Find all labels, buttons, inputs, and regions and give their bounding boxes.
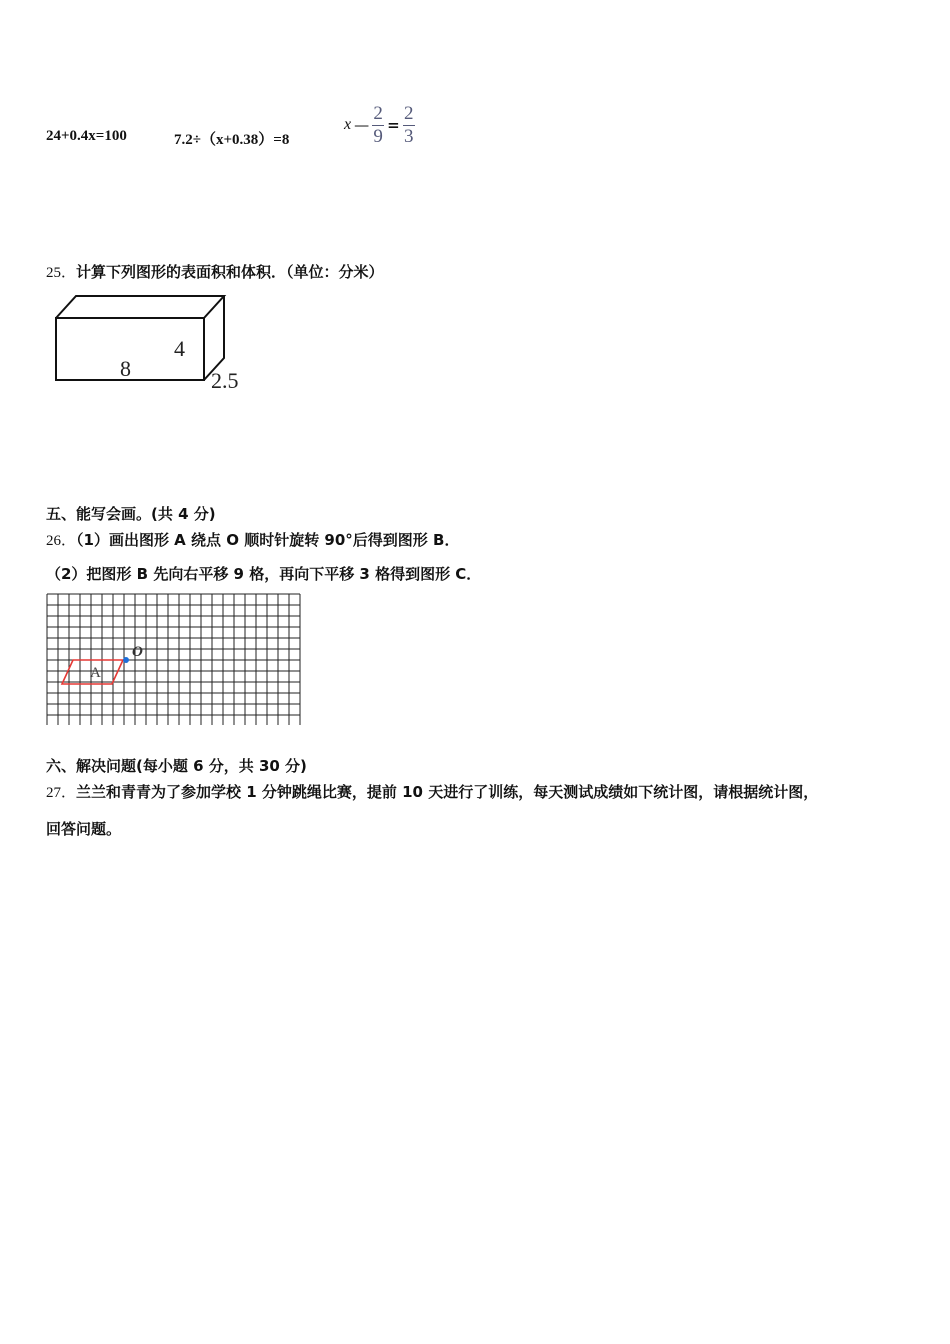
cuboid-width-label: 2.5	[211, 368, 239, 393]
question-25-number: 25．	[46, 265, 77, 281]
question-27-text: 兰兰和青青为了参加学校 1 分钟跳绳比赛，提前 10 天进行了训练，每天测试成绩如下统计图，请根据统计图，	[76, 783, 819, 801]
equation-1: 24+0.4x=100	[46, 128, 127, 144]
question-26-part-1	[46, 529, 459, 550]
section-5-title: 五、能写会画。(共 4 分)	[46, 505, 216, 523]
equation-2: 7.2÷（x+0.38）=8	[174, 132, 290, 148]
equation-3-variable: x	[344, 116, 352, 133]
question-25-text: 计算下列图形的表面积和体积．（单位：分米）	[76, 263, 384, 281]
point-o-label: O	[132, 644, 143, 660]
question-26-number: 26．	[46, 533, 77, 549]
fraction-two-thirds	[403, 104, 415, 147]
point-o	[123, 657, 129, 663]
cuboid-height-label: 4	[174, 336, 185, 361]
equation-3-equals: =	[387, 116, 400, 134]
cuboid-figure	[46, 290, 256, 400]
shape-a-label: A	[90, 665, 101, 681]
question-27-line-1	[46, 781, 818, 802]
question-27-line-2: 回答问题。	[46, 820, 122, 838]
grid-figure	[46, 593, 304, 725]
fraction-2-denominator: 3	[403, 125, 414, 147]
question-26-part-2: （2）把图形 B 先向右平移 9 格，再向下平移 3 格得到图形 C．	[46, 565, 482, 583]
fraction-2-numerator: 2	[403, 102, 414, 124]
equation-3-minus: —	[354, 116, 370, 134]
cuboid-length-label: 8	[120, 356, 131, 381]
question-25	[46, 261, 384, 282]
fraction-two-ninths	[372, 104, 384, 147]
section-6-title: 六、解决问题(每小题 6 分，共 30 分)	[46, 757, 307, 775]
fraction-1-numerator: 2	[373, 102, 383, 124]
cuboid-top-face	[56, 296, 224, 318]
question-26-part-1-text: （1）画出图形 A 绕点 O 顺时针旋转 90°后得到图形 B．	[76, 531, 460, 549]
question-27-number: 27．	[46, 785, 77, 801]
equation-3	[344, 100, 415, 150]
fraction-1-denominator: 9	[373, 125, 383, 147]
